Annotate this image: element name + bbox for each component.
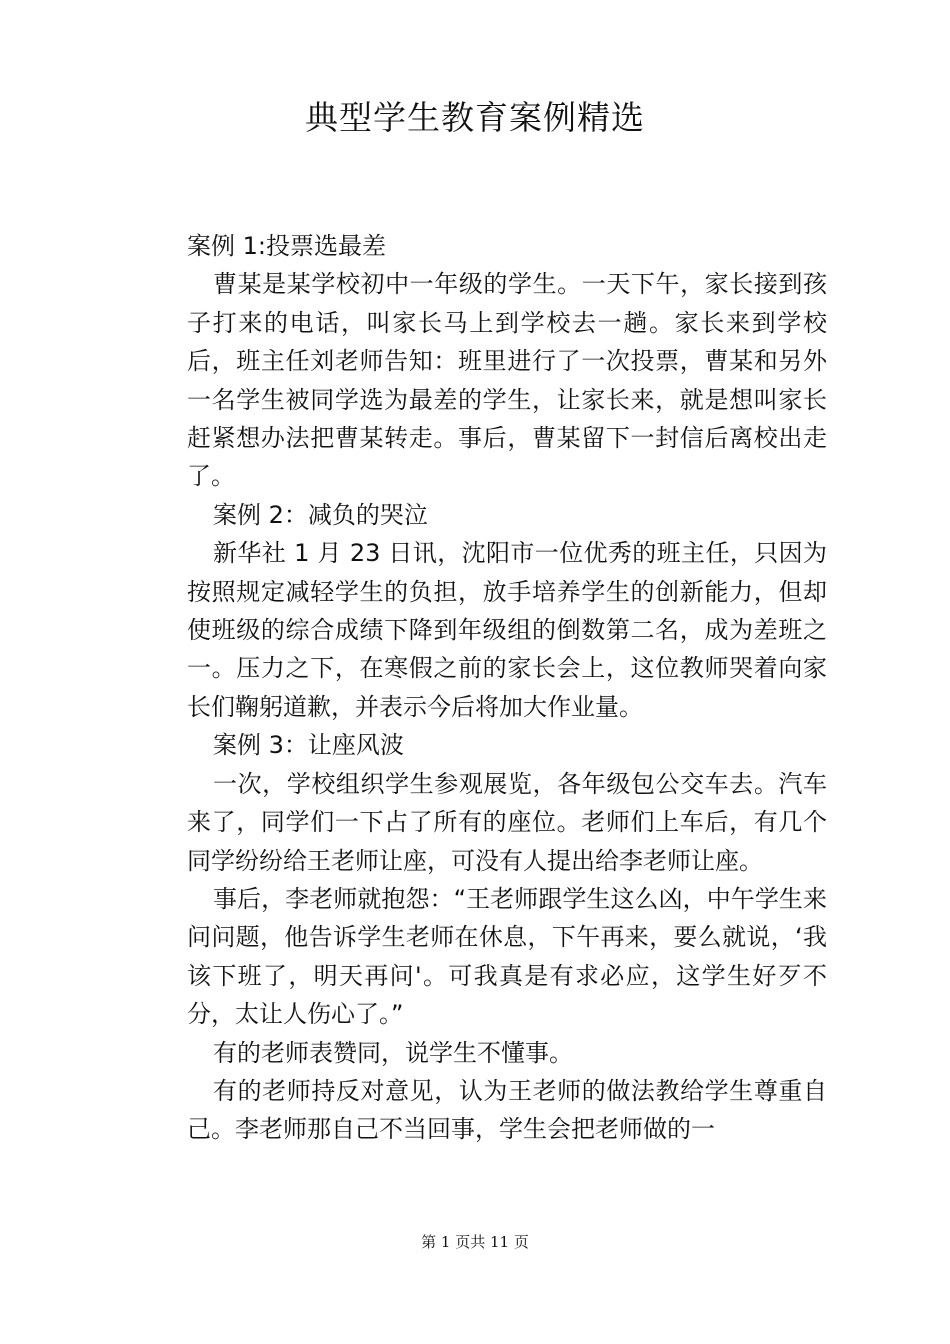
case-2-heading: 案例 2：减负的哭泣 (213, 500, 428, 529)
case-1-paragraph-1: 曹某是某学校初中一年级的学生。一天下午，家长接到孩子打来的电话，叫家长马上到学校去一趟。家长来到学校后，班主任刘老师告知：班里进行了一次投票，曹某和另外一名学生被同学选为最差的学生，让家长来，就是想叫家长赶紧想办法把曹某转走。事后，曹某留下一封信后离校出走了。 (187, 270, 827, 491)
page-footer: 第 1 页共 11 页 (421, 1233, 529, 1251)
case-3-paragraph-4: 有的老师持反对意见，认为王老师的做法教给学生尊重自己。李老师那自己不当回事，学生会把老师做的一 (187, 1076, 827, 1144)
case-3-heading: 案例 3：让座风波 (213, 731, 404, 760)
case-2-paragraph-1: 新华社 1 月 23 日讯，沈阳市一位优秀的班主任，只因为按照规定减轻学生的负担，放手培养学生的创新能力，但却使班级的综合成绩下降到年级组的倒数第二名，成为差班之一。压力之下，在寒假之前的家长会上，这位教师哭着向家长们鞠躬道歉，并表示今后将加大作业量。 (187, 539, 827, 721)
case-1-heading: 案例 1:投票选最差 (187, 232, 386, 260)
case-3-paragraph-1: 一次，学校组织学生参观展览，各年级包公交车去。汽车来了，同学们一下占了所有的座位。老师们上车后，有几个同学纷纷给王老师让座，可没有人提出给李老师让座。 (187, 769, 827, 875)
document-body (187, 227, 827, 1149)
case-3-paragraph-2: 事后，李老师就抱怨：“王老师跟学生这么凶，中午学生来问问题，他告诉学生老师在休息，下午再来，要么就说，‘我该下班了，明天再问'。可我真是有求必应，这学生好歹不分，太让人伤心了。” (187, 884, 827, 1029)
document-title: 典型学生教育案例精选 (305, 98, 645, 137)
case-3-paragraph-3: 有的老师表赞同，说学生不懂事。 (213, 1038, 573, 1067)
